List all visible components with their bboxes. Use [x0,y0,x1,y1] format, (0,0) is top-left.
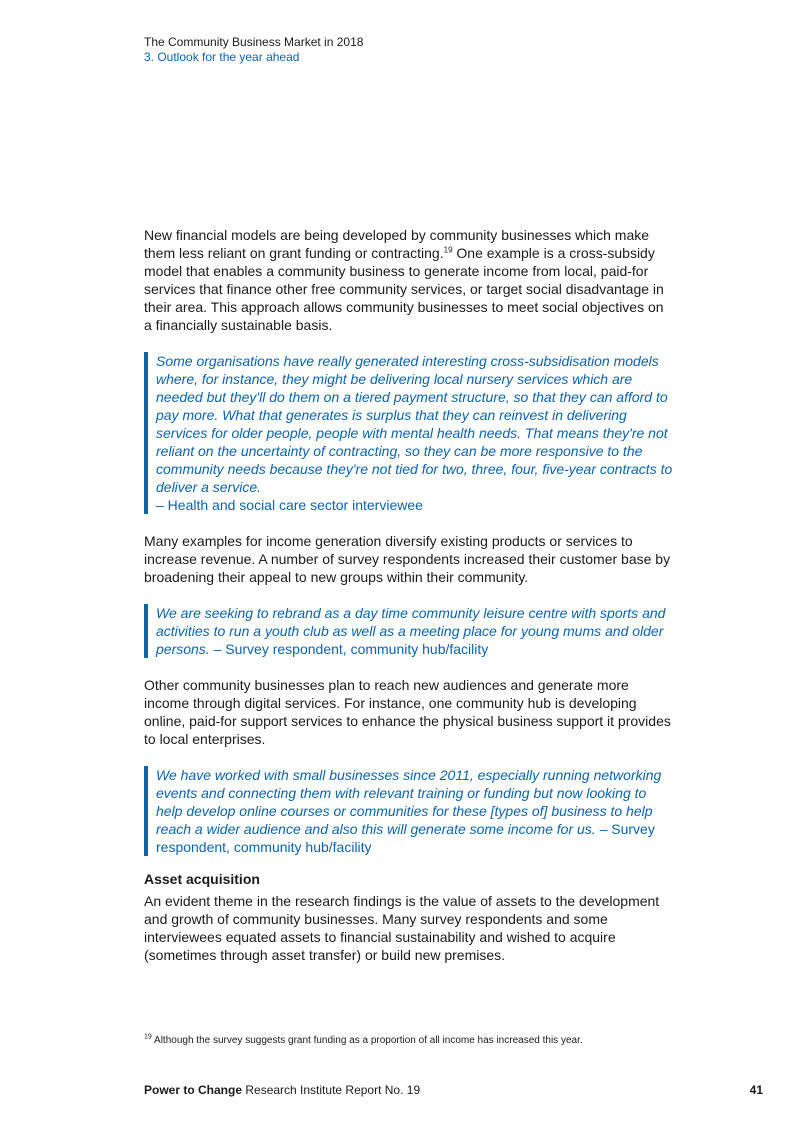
quote-text: Some organisations have really generated interesting cross-subsidisation models where, for instance, they might be delivering local nursery services which are needed but they'll do them on a tiered payment structure, so that they can afford to pay more. What that generates is surplus that they can reinvest in delivering services for older people, people with mental health needs. That means they're not reliant on the uncertainty of contracting, so they can be more responsive to the community needs because they're not tied for two, three, four, five-year contracts to deliver a service. [156,353,673,495]
quote-attribution: – Survey respondent, community hub/facility [213,641,489,657]
footnote-reference[interactable]: 19 [443,245,453,255]
footnote-number: 19 [144,1033,152,1041]
paragraph-text: New financial models are being developed by community businesses which make them less reliant on grant funding or contracting. [144,227,650,261]
footnote-text: Although the survey suggests grant funding as a proportion of all income has increased this year. [154,1035,583,1046]
paragraph-income-generation: Many examples for income generation diversify existing products or services to increase revenue. A number of survey respondents increased their customer base by broadening their appeal to new groups within their community. [144,533,671,585]
quote-attribution: – Health and social care sector interviewee [156,497,423,513]
paragraph-assets: An evident theme in the research findings is the value of assets to the development and growth of community businesses. Many survey respondents and some interviewees equated assets to financial sustainability and wished to acquire (sometimes through asset transfer) or build new premises. [144,893,660,963]
main-content [144,226,674,982]
quote-attribution: – Survey respondent, community hub/facility [156,821,655,855]
page-footer [144,1083,420,1098]
footnote [144,1034,744,1047]
quote-text: We are seeking to rebrand as a day time community leisure centre with sports and activities to run a youth club as well as a meeting place for young mums and older persons. [156,605,666,657]
paragraph-text: One example is a cross-subsidy model that enables a community business to generate income from local, paid-for services that finance other free community services, or target social disadvantage in their area. This approach allows community businesses to meet social objectives on a financially sustainable basis. [144,245,664,333]
subheading-asset-acquisition: Asset acquisition [144,871,260,887]
quote-small-businesses [144,766,674,856]
page-number: 41 [749,1083,763,1097]
section-title: 3. Outlook for the year ahead [144,50,300,64]
document-title: The Community Business Market in 2018 [144,35,364,49]
footer-report: Research Institute Report No. 19 [245,1083,421,1097]
quote-rebrand [144,604,674,658]
paragraph-financial-models [144,226,674,334]
quote-health-care [144,352,674,514]
footer-brand: Power to Change [144,1083,243,1097]
quote-text: We have worked with small businesses since 2011, especially running networking events and connecting them with relevant training or funding but now looking to help develop online courses or communities for these [types of] business to help reach a wider audience and also this will generate some income for us. [156,767,662,837]
paragraph-digital-services: Other community businesses plan to reach new audiences and generate more income through digital services. For instance, one community hub is developing online, paid-for support services to enhance the physical business support it provides to local enterprises. [144,677,671,747]
running-header [144,35,363,65]
